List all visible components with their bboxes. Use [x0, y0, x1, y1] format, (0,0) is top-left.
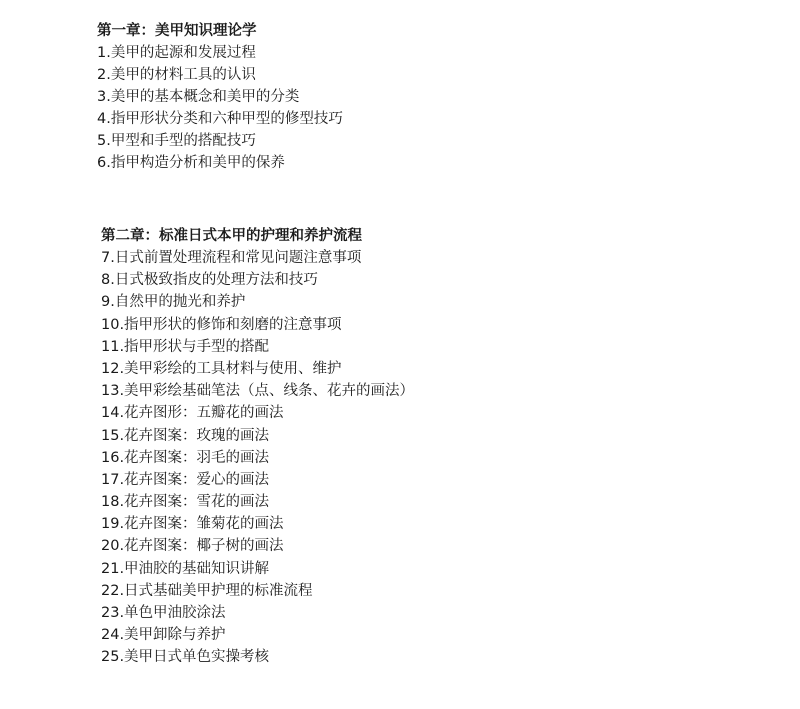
list-item: 10.指甲形状的修饰和刻磨的注意事项 [101, 316, 342, 333]
list-item: 19.花卉图案：雏菊花的画法 [101, 516, 284, 533]
list-item: 21.甲油胶的基础知识讲解 [101, 560, 270, 577]
list-item: 25.美甲日式单色实操考核 [101, 649, 270, 666]
list-item: 3.美甲的基本概念和美甲的分类 [97, 89, 300, 105]
list-item: 22.日式基础美甲护理的标准流程 [101, 582, 313, 599]
list-item: 24.美甲卸除与养护 [101, 627, 226, 644]
list-item: 7.日式前置处理流程和常见问题注意事项 [101, 250, 362, 266]
chapter-2-list [101, 247, 414, 669]
chapter-1-title: 第一章：美甲知识理论学 [97, 23, 257, 39]
list-item: 4.指甲形状分类和六种甲型的修型技巧 [97, 111, 343, 127]
list-item: 15.花卉图案：玫瑰的画法 [101, 427, 270, 444]
chapter-1-section [97, 20, 343, 174]
list-item: 1.美甲的起源和发展过程 [97, 45, 256, 61]
list-item: 13.美甲彩绘基础笔法（点、线条、花卉的画法） [101, 383, 415, 400]
list-item: 20.花卉图案：椰子树的画法 [101, 538, 284, 555]
list-item: 6.指甲构造分析和美甲的保养 [97, 155, 285, 171]
list-item: 12.美甲彩绘的工具材料与使用、维护 [101, 360, 342, 377]
list-item: 5.甲型和手型的搭配技巧 [97, 133, 256, 149]
list-item: 23.单色甲油胶涂法 [101, 605, 226, 621]
list-item: 8.日式极致指皮的处理方法和技巧 [101, 272, 318, 289]
list-item: 14.花卉图形：五瓣花的画法 [101, 405, 284, 422]
list-item: 18.花卉图案：雪花的画法 [101, 494, 270, 511]
chapter-2-section [101, 225, 414, 669]
chapter-1-list [97, 42, 343, 174]
list-item: 9.自然甲的抛光和养护 [101, 294, 246, 311]
list-item: 11.指甲形状与手型的搭配 [101, 338, 270, 355]
list-item: 16.花卉图案：羽毛的画法 [101, 449, 270, 466]
list-item: 2.美甲的材料工具的认识 [97, 67, 256, 83]
chapter-2-title: 第二章：标准日式本甲的护理和养护流程 [101, 228, 362, 244]
list-item: 17.花卉图案：爱心的画法 [101, 471, 270, 488]
